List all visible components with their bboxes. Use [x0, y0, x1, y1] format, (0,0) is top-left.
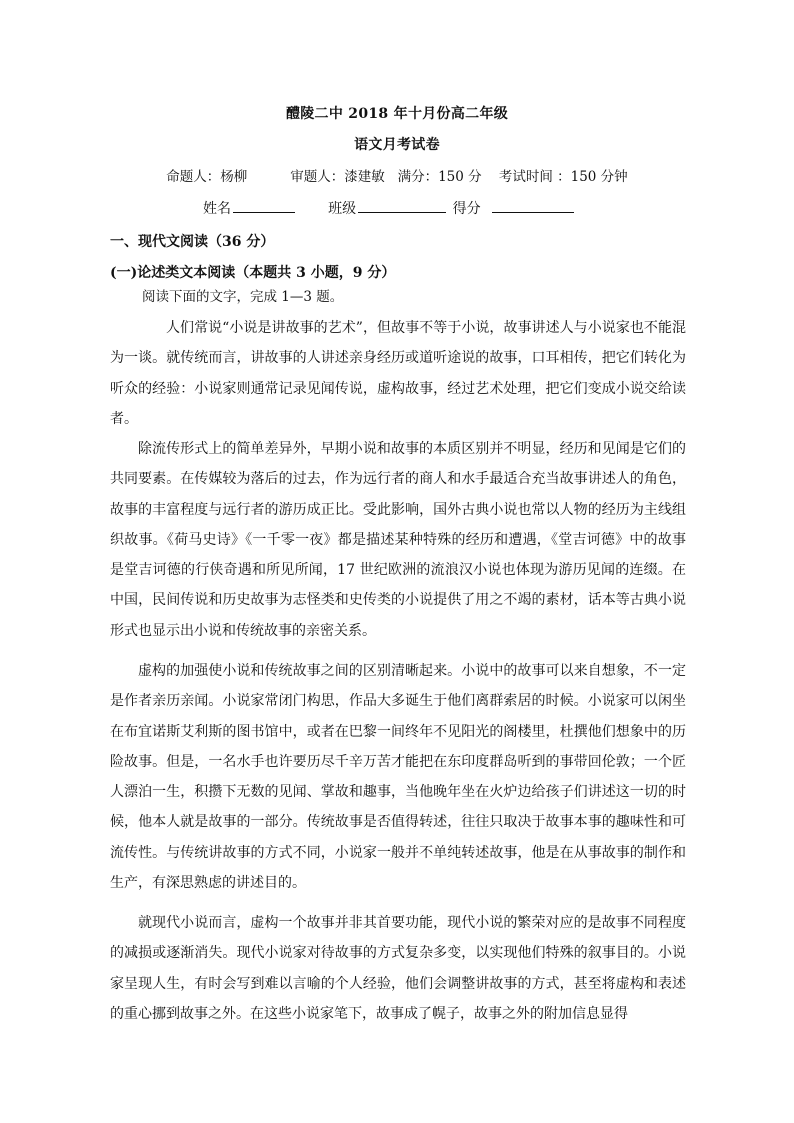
- paragraph-text: 虚构的加强使小说和传统故事之间的区别清晰起来。小说中的故事可以来自想象，不一定是作者亲历亲闻。小说家常闭门构思，作品大多诞生于他们离群索居的时候。小说家可以闲坐在布宜诺斯艾利斯的图书馆中，或者在巴黎一间终年不见阳光的阁楼里，杜撰他们想象中的历险故事。但是，一名水手也许要历尽千辛万苦才能把在东印度群岛听到的事带回伦敦；一个匠人漂泊一生，积攒下无数的见闻、掌故和趣事，当他晚年坐在火炉边给孩子们讲述这一切的时候，他本人就是故事的一部分。传统故事是否值得转述，往往只取决于故事本事的趣味性和可流传性。与传统讲故事的方式不同，小说家一般并不单纯转述故事，他是在从事故事的制作和生产，有深思熟虑的讲述目的。: [110, 663, 686, 892]
- exam-title: 醴陵二中 2018 年十月份高二年级: [285, 106, 509, 122]
- passage-paragraph-3: [110, 656, 686, 898]
- class-blank[interactable]: [358, 198, 446, 213]
- exam-subtitle: 语文月考试卷: [354, 137, 440, 153]
- author-text: 命题人：杨柳: [166, 169, 248, 185]
- student-info-line: [203, 198, 576, 218]
- score-label: 得分: [452, 201, 481, 217]
- passage-paragraph-2: [110, 434, 686, 646]
- score-blank[interactable]: [492, 198, 574, 213]
- exam-meta: [0, 165, 794, 185]
- reading-instruction: 阅读下面的文字，完成 1—3 题。: [142, 289, 344, 305]
- passage-paragraph-4: [110, 908, 686, 1029]
- name-label: 姓名: [203, 201, 231, 217]
- full-score-text: 满分：150 分: [397, 169, 482, 185]
- reviewer-text: 审题人：漆建敏: [290, 169, 385, 185]
- paragraph-text: 人们常说“小说是讲故事的艺术”，但故事不等于小说，故事讲述人与小说家也不能混为一谈。就传统而言，讲故事的人讲述亲身经历或道听途说的故事，口耳相传，把它们转化为听众的经验：小说家则通常记录见闻传说，虚构故事，经过艺术处理，把它们变成小说交给读者。: [110, 320, 686, 427]
- exam-time-text: 考试时间 ：150 分钟: [498, 169, 628, 185]
- name-blank[interactable]: [233, 198, 295, 213]
- passage-paragraph-1: [110, 313, 686, 434]
- class-label: 班级: [328, 201, 357, 217]
- paragraph-text: 除流传形式上的简单差异外，早期小说和故事的本质区别并不明显，经历和见闻是它们的共同要素。在传媒较为落后的过去，作为远行者的商人和水手最适合充当故事讲述人的角色，故事的丰富程度与远行者的游历成正比。受此影响，国外古典小说也常以人物的经历为主线组织故事。《荷马史诗》《一千零一夜》都是描述某种特殊的经历和遭遇，《堂吉诃德》中的故事是堂吉诃德的行侠奇遇和所见所闻，17 世纪欧洲的流浪汉小说也体现为游历见闻的连缀。在中国，民间传说和历史故事为志怪类和史传类的小说提供了用之不竭的素材，话本等古典小说形式也显示出小说和传统故事的亲密关系。: [110, 441, 686, 639]
- paragraph-text: 就现代小说而言，虚构一个故事并非其首要功能，现代小说的繁荣对应的是故事不同程度的减损或逐渐消失。现代小说家对待故事的方式复杂多变，以实现他们特殊的叙事目的。小说家呈现人生，有时会写到难以言喻的个人经验，他们会调整讲故事的方式，甚至将虚构和表述的重心挪到故事之外。在这些小说家笔下，故事成了幌子，故事之外的附加信息显得: [110, 915, 686, 1022]
- section-heading: 一、现代文阅读（36 分）: [110, 234, 275, 250]
- subsection-heading: (一)论述类文本阅读（本题共 3 小题，9 分）: [110, 265, 396, 281]
